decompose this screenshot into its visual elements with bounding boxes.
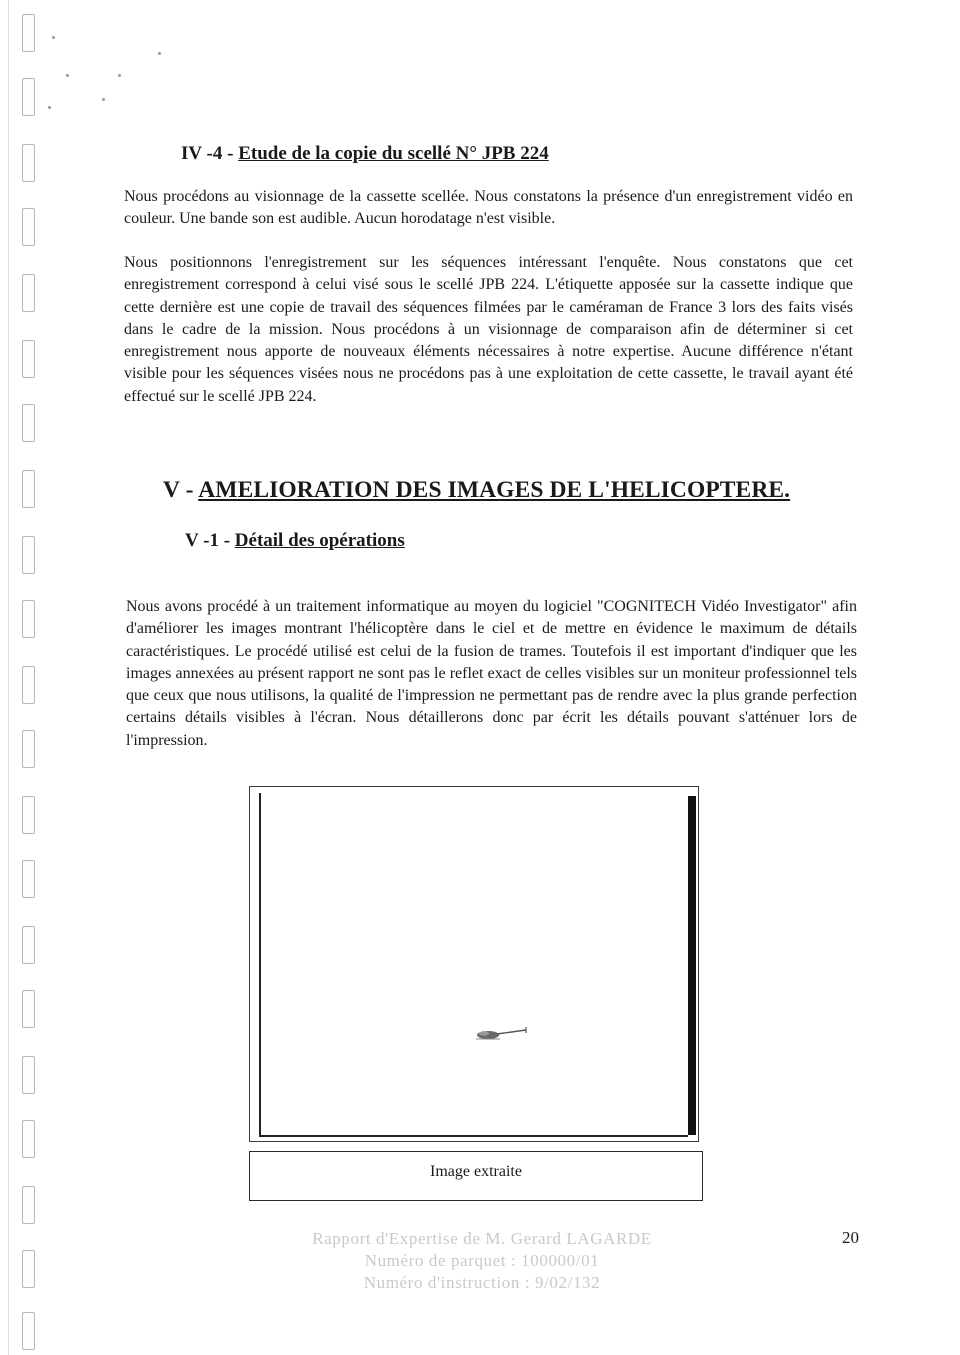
page-edge: [8, 0, 9, 1355]
scan-speck: [48, 106, 51, 109]
binding-hole: [22, 666, 35, 704]
figure-caption: [249, 1151, 703, 1201]
section-title: Détail des opérations: [234, 530, 405, 551]
section-heading-v1: [185, 530, 405, 552]
binding-hole: [22, 1120, 35, 1158]
scan-speck: [158, 52, 161, 55]
binding-hole: [22, 1312, 35, 1350]
binding-hole: [22, 340, 35, 378]
caption-text: Image extraite: [430, 1163, 522, 1180]
binding-holes: [22, 0, 42, 1355]
chapter-title: AMELIORATION DES IMAGES DE L'HELICOPTERE.: [198, 477, 791, 503]
binding-hole: [22, 536, 35, 574]
binding-hole: [22, 144, 35, 182]
section-heading-iv4: [181, 143, 549, 165]
binding-hole: [22, 470, 35, 508]
binding-hole: [22, 274, 35, 312]
scan-speck: [52, 36, 55, 39]
paragraph: Nous positionnons l'enregistrement sur les séquences intéressant l'enquête. Nous constatons que cet enregistrement correspond à celui visé sous le scellé JPB 224. L'étiquette apposée sur la cassette indique que cette dernière est une copie de travail des séquences filmées par le caméraman de France 3 lors des faits visés dans le cadre de la mission. Nous procédons à un visionnage de comparaison afin de déterminer si cet enregistrement nous apporte de nouveaux éléments nécessaires à notre expertise. Aucune différence n'étant visible pour les séquences visées nous ne procédons pas à une exploitation de cette cassette, le travail ayant été effectué sur le scellé JPB 224.: [124, 254, 853, 405]
binding-hole: [22, 990, 35, 1028]
page-number: 20: [842, 1228, 859, 1247]
chapter-heading-v: [163, 477, 790, 504]
image-inner-frame: [259, 793, 688, 1137]
image-dark-edge: [688, 796, 696, 1135]
section-number: IV -4 -: [181, 143, 239, 164]
paragraph: Nous procédons au visionnage de la cassette scellée. Nous constatons la présence d'un enregistrement vidéo en couleur. Une bande son est audible. Aucun horodatage n'est visible.: [124, 188, 853, 228]
report-footer: [232, 1228, 732, 1294]
binding-hole: [22, 208, 35, 246]
binding-hole: [22, 1186, 35, 1224]
binding-hole: [22, 1250, 35, 1288]
helicopter-icon: [472, 1025, 532, 1043]
paragraph: Nous avons procédé à un traitement informatique au moyen du logiciel "COGNITECH Vidéo Investigator" afin d'améliorer les images montrant l'hélicoptère dans le ciel et de mettre en évidence le maximum de détails caractéristiques. Le procédé utilisé est celui de la fusion de trames. Toutefois il est important d'indiquer que les images annexées au présent rapport ne sont pas le reflet exact de celles visibles sur un moniteur professionnel tels que ceux que nous utilisons, la qualité de l'impression ne permettant pas de rendre avec la plus grande perfection certains détails visibles à l'écran. Nous détaillerons donc par écrit les détails pouvant s'atténuer lors de l'impression.: [126, 598, 857, 749]
extracted-image-frame: [249, 786, 699, 1142]
binding-hole: [22, 600, 35, 638]
scan-speck: [102, 98, 105, 101]
binding-hole: [22, 860, 35, 898]
binding-hole: [22, 14, 35, 52]
binding-hole: [22, 796, 35, 834]
binding-hole: [22, 730, 35, 768]
footer-instruction-number: Numéro d'instruction : 9/02/132: [363, 1273, 601, 1292]
scan-speck: [66, 74, 69, 77]
scan-speck: [118, 74, 121, 77]
chapter-number: V -: [163, 477, 199, 503]
section-number: V -1 -: [185, 530, 235, 551]
binding-hole: [22, 1056, 35, 1094]
binding-hole: [22, 78, 35, 116]
binding-hole: [22, 926, 35, 964]
footer-parquet-number: Numéro de parquet : 100000/01: [364, 1251, 600, 1270]
binding-hole: [22, 404, 35, 442]
footer-report-title: Rapport d'Expertise de M. Gerard LAGARDE: [312, 1229, 652, 1248]
section-title: Etude de la copie du scellé N° JPB 224: [238, 143, 549, 164]
